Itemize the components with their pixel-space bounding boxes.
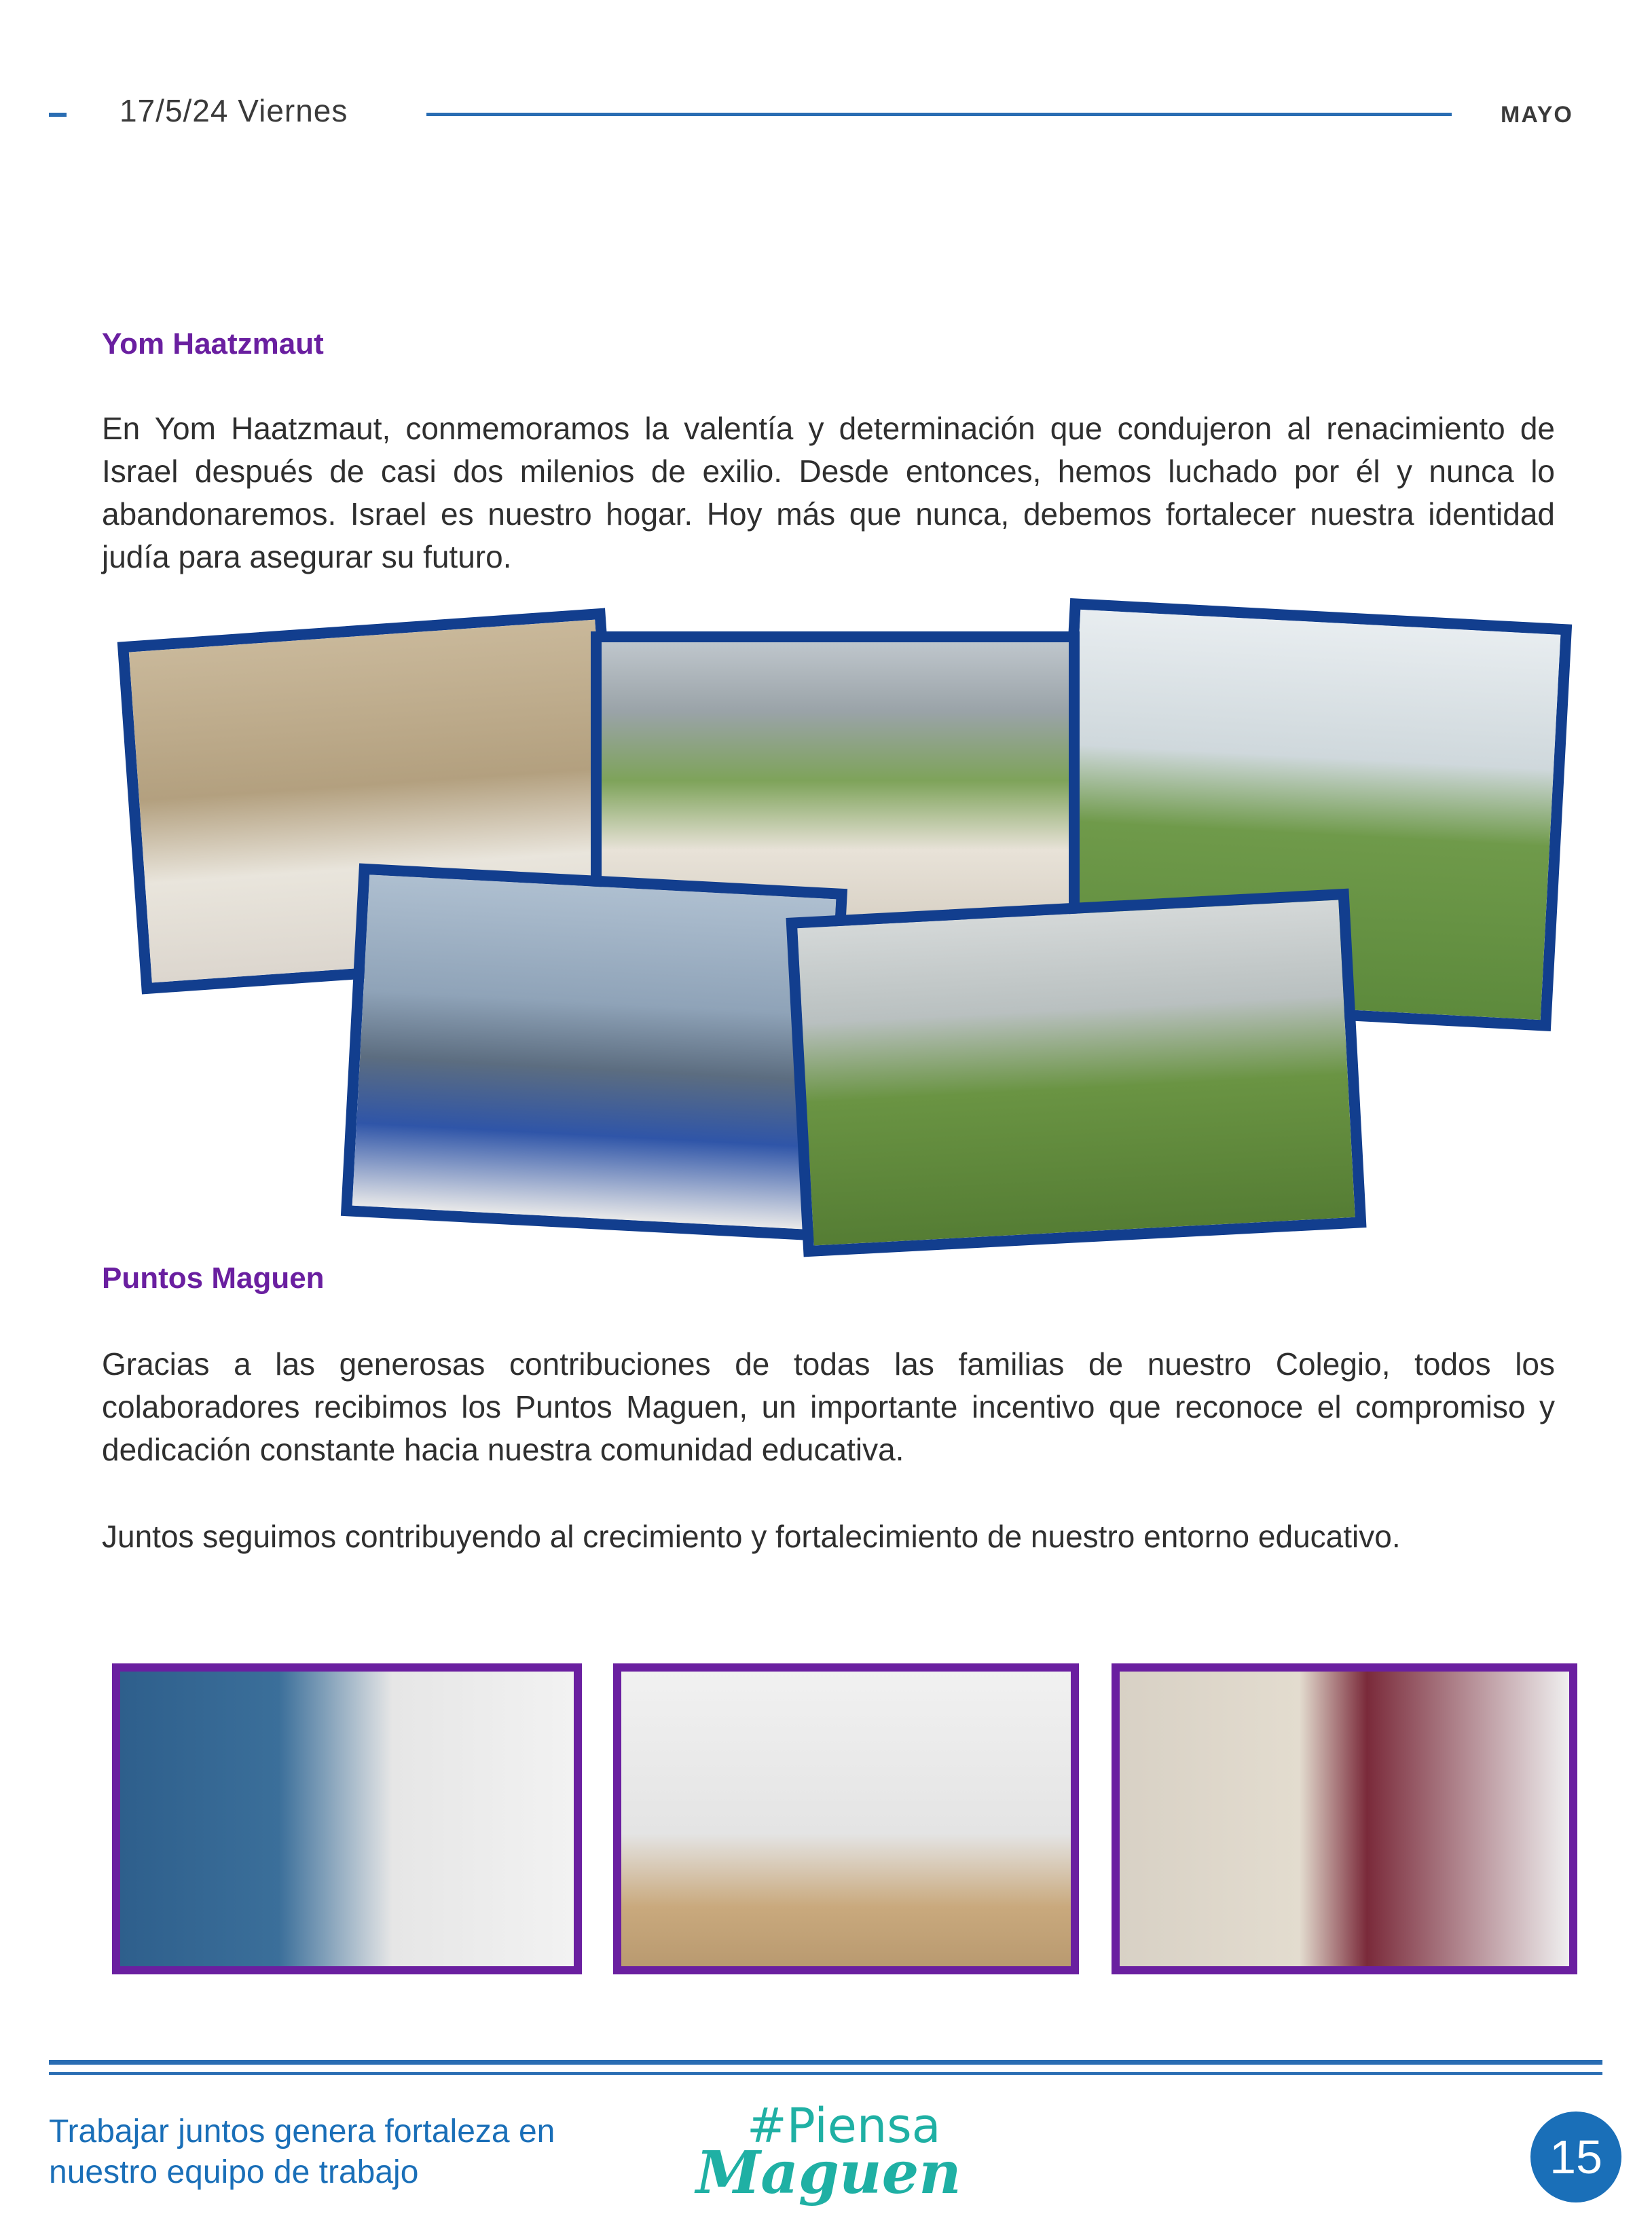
header-date: 17/5/24 Viernes: [120, 93, 348, 128]
photo-staff-receiving-card-desk: [613, 1663, 1079, 1974]
footer-tagline-line1: Trabajar juntos genera fortaleza en: [49, 2114, 555, 2150]
section-body-puntos-maguen-closing: Juntos seguimos contribuyendo al crecimiento y fortalecimiento de nuestro entorno educativo.: [102, 1519, 1401, 1554]
photo-staff-receiving-card-hall: [1112, 1663, 1577, 1974]
photo-students-israel-shirts: [341, 864, 847, 1242]
section-title-yom-haatzmaut: Yom Haatzmaut: [102, 327, 324, 361]
logo-name: Maguen: [696, 2139, 961, 2207]
section-title-puntos-maguen: Puntos Maguen: [102, 1261, 325, 1295]
footer-rule-thin: [49, 2072, 1602, 2075]
section-body-yom-haatzmaut: En Yom Haatzmaut, conmemoramos la valentía y determinación que condujeron al renacimiento de Israel después de casi dos milenios de exilio. Desde entonces, hemos luchado por él y nunca lo abandonaremos. Israel es nuestro hogar. Hoy más que nunca, debemos fortalecer nuestra identidad judía para asegurar su futuro.: [102, 411, 1555, 574]
footer-tagline: [49, 2112, 555, 2193]
footer-tagline-line2: nuestro equipo de trabajo: [49, 2154, 419, 2190]
header-dash: [49, 113, 67, 117]
photo-staff-group-cards: [112, 1663, 582, 1974]
logo-hashtag: #Piensa: [747, 2098, 941, 2154]
page-number: 15: [1530, 2112, 1621, 2202]
section-body-puntos-maguen: Gracias a las generosas contribuciones de todas las familias de nuestro Colegio, todos los colaboradores recibimos los Puntos Maguen, un importante incentivo que reconoce el compromiso y dedicación constante hacia nuestra comunidad educativa.: [102, 1346, 1555, 1467]
footer-rule-thick: [49, 2060, 1602, 2065]
photo-student-parade-field: [786, 889, 1366, 1257]
header-rule: [426, 113, 1452, 116]
header-month: MAYO: [1501, 102, 1573, 128]
photo-collage-yom-haatzmaut: [115, 584, 1575, 1276]
